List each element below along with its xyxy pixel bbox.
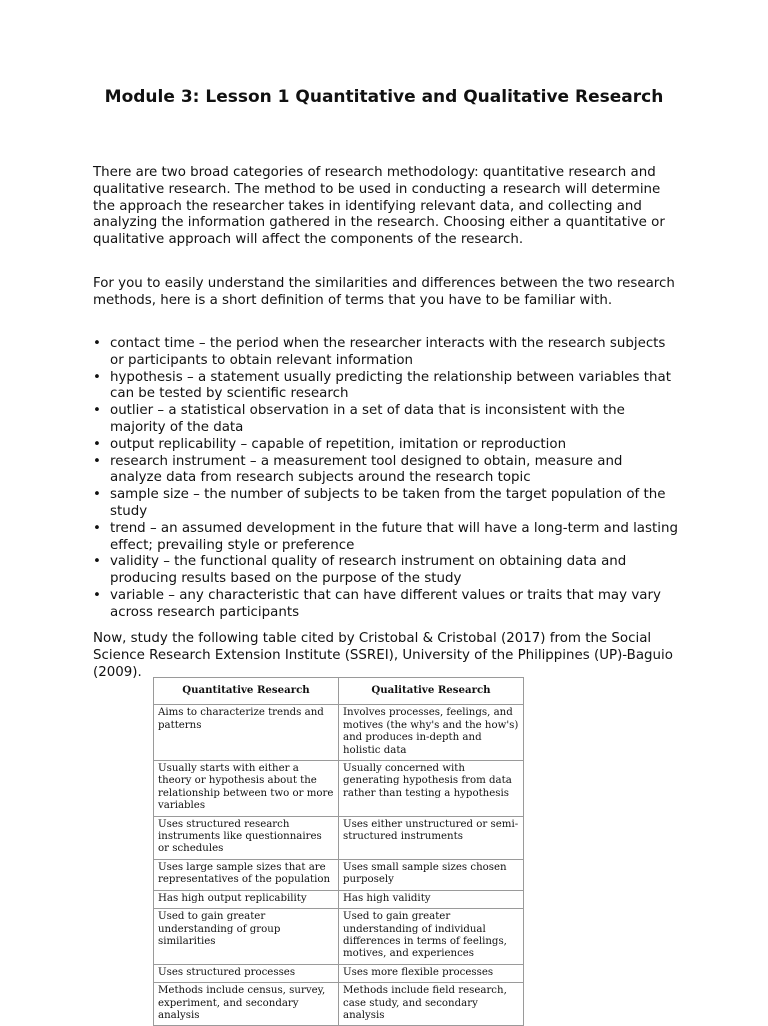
- qualitative-cell: Used to gain greater understanding of individual differences in terms of feelings, motives, and experiences: [339, 909, 524, 965]
- definition-text: validity – the functional quality of research instrument on obtaining data and producing results based on the purpose of the study: [110, 554, 627, 587]
- header-quantitative: Quantitative Research: [154, 678, 339, 705]
- table-row: [154, 909, 524, 965]
- table-row: [154, 983, 524, 1026]
- table-row: [154, 859, 524, 890]
- quantitative-cell: Uses structured processes: [154, 964, 339, 982]
- quantitative-cell: Aims to characterize trends and patterns: [154, 705, 339, 761]
- bullet-icon: •: [93, 436, 101, 452]
- definitions-intro-paragraph: For you to easily understand the similarities and differences between the two research methods, here is a short definition of terms that you have to be familiar with.: [93, 276, 675, 308]
- intro-paragraph: There are two broad categories of research methodology: quantitative research and qualitative research. The method to be used in conducting a research will determine the approach the researcher takes in identifying relevant data, and collecting and analyzing the information gathered in the research. Choosing either a quantitative or qualitative approach will affect the components of the research.: [93, 165, 665, 248]
- bullet-icon: •: [93, 487, 101, 503]
- definition-text: outlier – a statistical observation in a set of data that is inconsistent with the majority of the data: [110, 403, 625, 435]
- definition-text: variable – any characteristic that can have different values or traits that may vary across research participants: [110, 587, 661, 620]
- table-row: [154, 964, 524, 982]
- quantitative-cell: Uses large sample sizes that are representatives of the population: [154, 859, 339, 890]
- bullet-icon: •: [93, 336, 101, 351]
- qualitative-cell: Methods include field research, case study, and secondary analysis: [339, 983, 524, 1026]
- quantitative-cell: Has high output replicability: [154, 890, 339, 908]
- definition-text: trend – an assumed development in the future that will have a long-term and lasting effect; prevailing style or preference: [110, 520, 678, 553]
- quantitative-cell: Methods include census, survey, experiment, and secondary analysis: [154, 983, 339, 1026]
- quantitative-cell: Uses structured research instruments like questionnaires or schedules: [154, 816, 339, 859]
- bullet-icon: •: [93, 520, 101, 536]
- table-row: [154, 761, 524, 817]
- qualitative-cell: Uses more flexible processes: [339, 964, 524, 982]
- page-title: Module 3: Lesson 1 Quantitative and Qualitative Research: [104, 87, 664, 107]
- definition-list: [93, 336, 678, 622]
- list-item: [93, 403, 678, 437]
- bullet-icon: •: [93, 554, 101, 570]
- qualitative-cell: Involves processes, feelings, and motives (the why's and the how's) and produces in-depth and holistic data: [339, 705, 524, 761]
- bullet-icon: •: [93, 587, 101, 603]
- qualitative-cell: Has high validity: [339, 890, 524, 908]
- list-item: [93, 370, 678, 404]
- list-item: [93, 454, 678, 488]
- definition-text: sample size – the number of subjects to be taken from the target population of the study: [110, 487, 666, 519]
- bullet-icon: •: [93, 403, 101, 419]
- definition-text: research instrument – a measurement tool designed to obtain, measure and analyze data from research subjects around the research topic: [110, 453, 623, 486]
- qualitative-cell: Uses either unstructured or semi-structured instruments: [339, 816, 524, 859]
- list-item: [93, 487, 678, 521]
- comparison-table: [153, 677, 524, 1026]
- header-qualitative: Qualitative Research: [339, 678, 524, 705]
- list-item: [93, 336, 678, 370]
- bullet-icon: •: [93, 453, 101, 469]
- bullet-icon: •: [93, 369, 101, 385]
- table-row: [154, 890, 524, 908]
- table-row: [154, 816, 524, 859]
- quantitative-cell: Usually starts with either a theory or hypothesis about the relationship between two or more variables: [154, 761, 339, 817]
- definition-text: contact time – the period when the researcher interacts with the research subjects or participants to obtain relevant information: [110, 336, 666, 368]
- qualitative-cell: Usually concerned with generating hypothesis from data rather than testing a hypothesis: [339, 761, 524, 817]
- quantitative-cell: Used to gain greater understanding of group similarities: [154, 909, 339, 965]
- table-header-row: [154, 678, 524, 705]
- qualitative-cell: Uses small sample sizes chosen purposely: [339, 859, 524, 890]
- definition-text: output replicability – capable of repetition, imitation or reproduction: [110, 436, 567, 452]
- table-intro-paragraph: Now, study the following table cited by Cristobal & Cristobal (2017) from the Social Science Research Extension Institute (SSREI), University of the Philippines (UP)-Baguio (2009).: [93, 631, 673, 680]
- list-item: [93, 554, 678, 588]
- table-row: [154, 705, 524, 761]
- list-item: [93, 437, 678, 454]
- list-item: [93, 588, 678, 622]
- list-item: [93, 521, 678, 555]
- definition-text: hypothesis – a statement usually predicting the relationship between variables that can be tested by scientific research: [110, 369, 671, 402]
